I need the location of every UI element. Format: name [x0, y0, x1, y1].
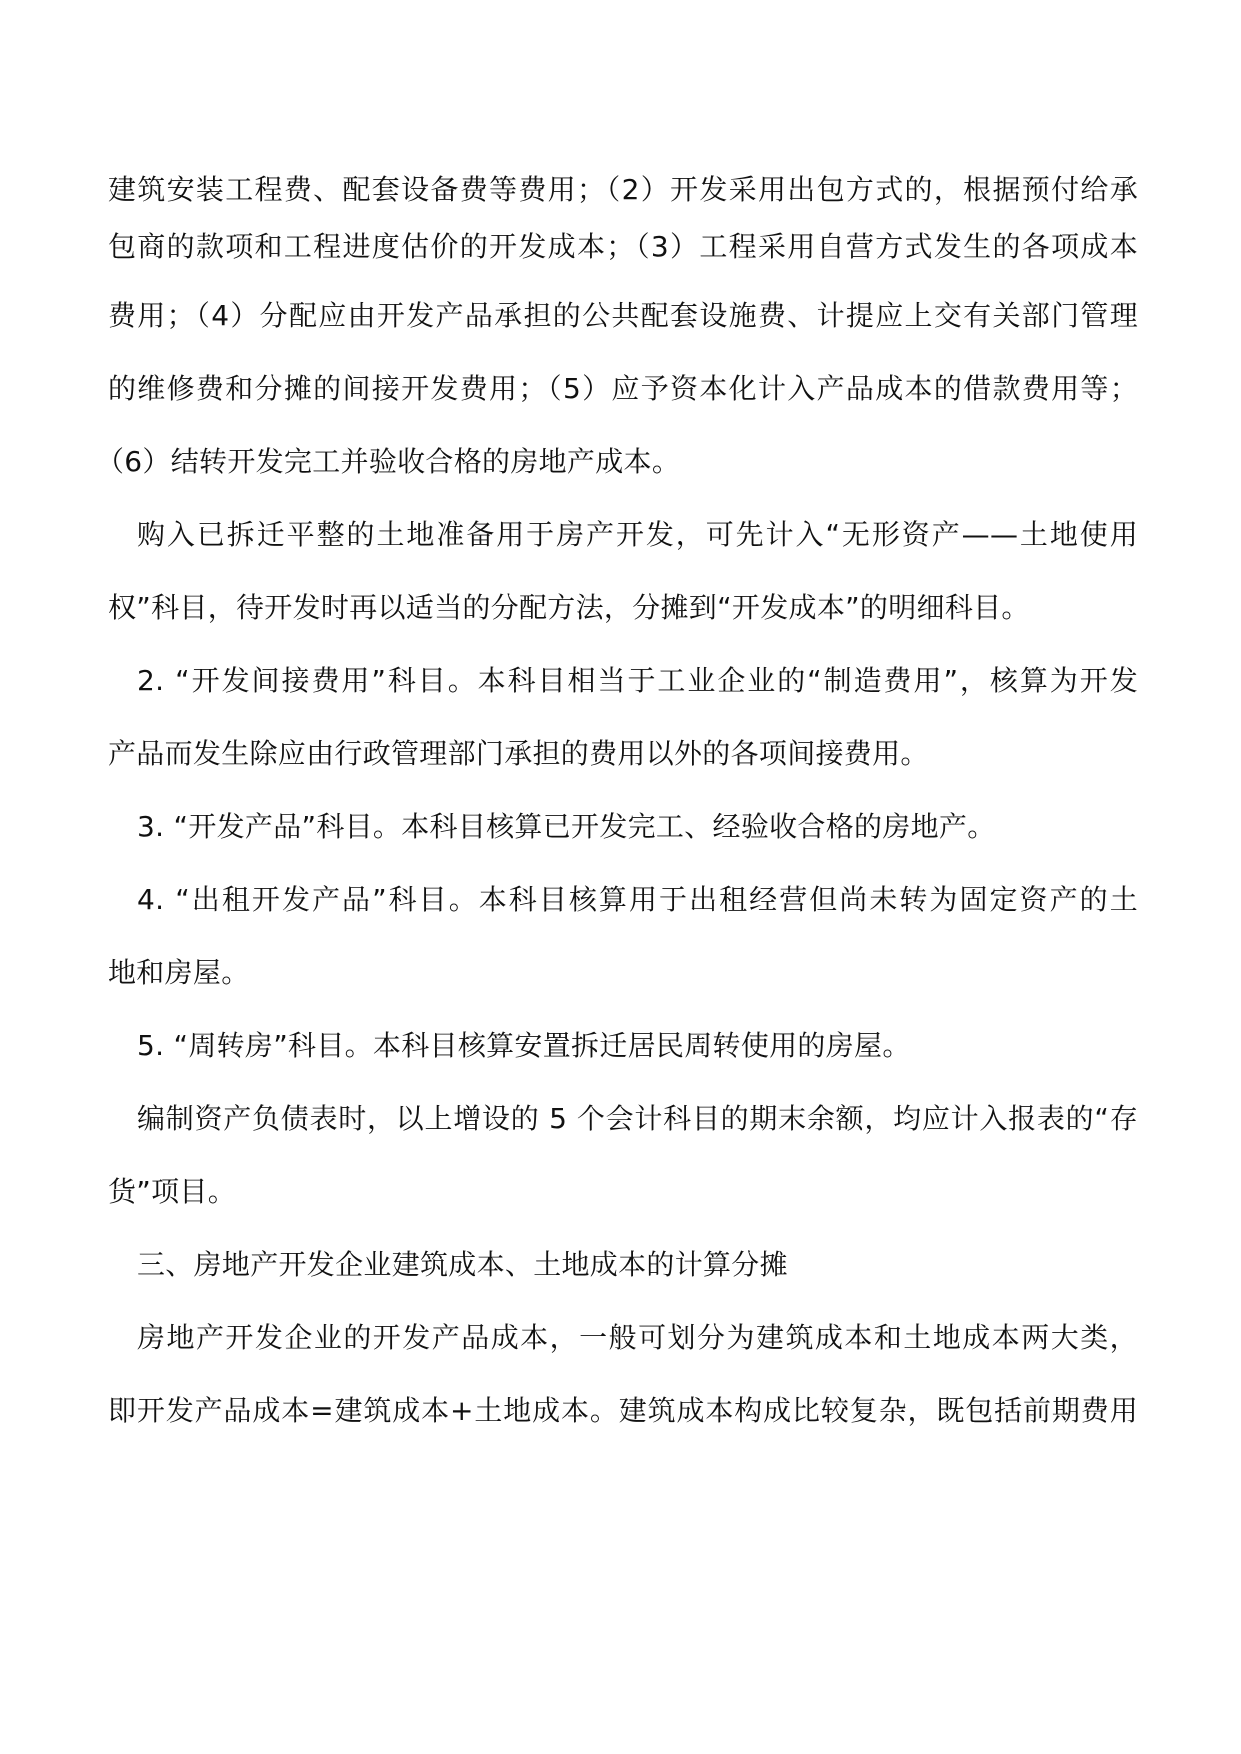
- text-line: 权”科目，待开发时再以适当的分配方法，分摊到“开发成本”的明细科目。: [108, 591, 1030, 624]
- section-heading: 三、房地产开发企业建筑成本、土地成本的计算分摊: [137, 1248, 788, 1281]
- text-line: 2. “开发间接费用”科目。本科目相当于工业企业的“制造费用”，核算为开发: [137, 664, 1138, 697]
- text-line: 建筑安装工程费、配套设备费等费用；（2）开发采用出包方式的，根据预付给承: [108, 173, 1138, 206]
- text-line: 编制资产负债表时，以上增设的 5 个会计科目的期末余额，均应计入报表的“存: [137, 1102, 1138, 1135]
- text-line: 5. “周转房”科目。本科目核算安置拆迁居民周转使用的房屋。: [137, 1029, 911, 1062]
- text-line: 地和房屋。: [108, 956, 250, 989]
- text-line: 3. “开发产品”科目。本科目核算已开发完工、经验收合格的房地产。: [137, 810, 996, 843]
- text-line: 产品而发生除应由行政管理部门承担的费用以外的各项间接费用。: [108, 737, 929, 770]
- text-line: 房地产开发企业的开发产品成本，一般可划分为建筑成本和土地成本两大类，: [137, 1321, 1138, 1354]
- text-line: 费用；（4）分配应由开发产品承担的公共配套设施费、计提应上交有关部门管理: [108, 299, 1138, 332]
- text-line: 购入已拆迁平整的土地准备用于房产开发，可先计入“无形资产——土地使用: [137, 518, 1138, 551]
- text-line: 包商的款项和工程进度估价的开发成本；（3）工程采用自营方式发生的各项成本: [108, 230, 1138, 263]
- text-line: 货”项目。: [108, 1175, 237, 1208]
- text-line: 即开发产品成本=建筑成本+土地成本。建筑成本构成比较复杂，既包括前期费用: [108, 1394, 1138, 1427]
- text-line: （6）结转开发完工并验收合格的房地产成本。: [96, 445, 681, 478]
- text-line: 4. “出租开发产品”科目。本科目核算用于出租经营但尚未转为固定资产的土: [137, 883, 1138, 916]
- text-line: 的维修费和分摊的间接开发费用；（5）应予资本化计入产品成本的借款费用等；: [108, 372, 1138, 405]
